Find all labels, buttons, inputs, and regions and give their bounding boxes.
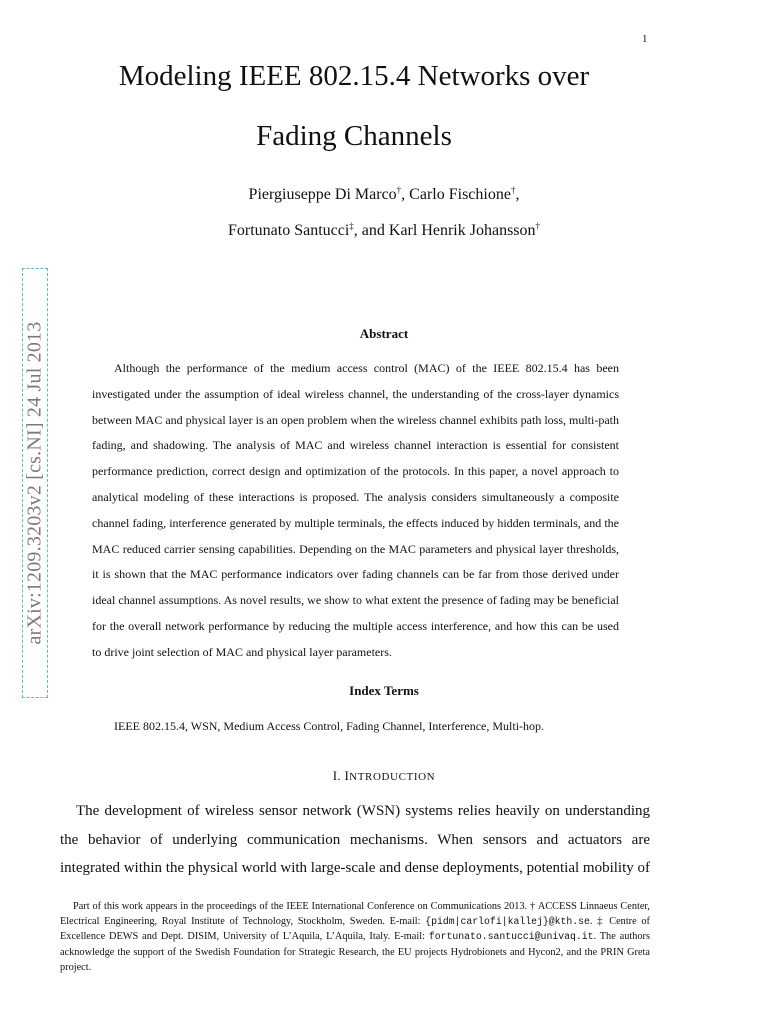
footnote-email: fortunato.santucci@univaq.it: [428, 931, 594, 943]
paper-title-line-1: Modeling IEEE 802.15.4 Networks over: [118, 60, 590, 92]
footnote-email: {pidm|carlofi|kallej}@kth.se: [425, 916, 590, 928]
abstract-body: Although the performance of the medium access control (MAC) of the IEEE 802.15.4 has been investigated under the assumption of ideal wireless channel, the understanding of the cross-layer dynamics between MAC and physical layer is an open problem when the wireless channel exhibits path loss, multi-path fading, and shadowing. The analysis of MAC and wireless channel interaction is essential for consistent performance prediction, correct design and optimization of the protocols. In this paper, a novel approach to analytical modeling of these interactions is proposed. The analysis considers simultaneously a composite channel fading, interference generated by multiple terminals, the effects induced by hidden terminals, and the MAC reduced carrier sensing capabilities. Depending on the MAC parameters and physical layer thresholds, it is shown that the MAC performance indicators over fading channels can be far from those derived under ideal channel assumptions. As novel results, we show to what extent the presence of fading may be beneficial for the overall network performance by reducing the multiple access interference, and how this can be used to drive joint selection of MAC and physical layer parameters.: [92, 361, 619, 659]
author-name: Carlo Fischione: [409, 186, 511, 203]
section-title-rest: NTRODUCTION: [349, 771, 436, 783]
author-name: Karl Henrik Johansson: [388, 222, 536, 239]
footnote-text: . The authors acknowledge the support of the Swedish Foundation for Strategic Research, the EU projects Hydrobionets and Hycon2, and the PRIN Greta project.: [60, 931, 650, 973]
footnote: [60, 899, 650, 975]
affiliation-mark: †: [535, 221, 541, 231]
index-terms-body: IEEE 802.15.4, WSN, Medium Access Control, Fading Channel, Interference, Multi-hop.: [114, 719, 545, 733]
page-number: 1: [642, 33, 648, 45]
affiliation-mark: ‡: [349, 221, 354, 231]
author-separator: ,: [515, 186, 520, 203]
section-heading: [60, 768, 708, 784]
author-separator: , and: [353, 222, 389, 239]
footnote-text: . ‡ Centre of Excellence DEWS and Dept. DISIM, University of L’Aquila, L’Aquila, Italy. E-mail:: [60, 916, 650, 943]
authors-line-1: [60, 185, 708, 204]
section-title-initial: I: [344, 768, 350, 783]
section-number: I.: [332, 768, 341, 783]
arxiv-stamp: [8, 268, 58, 698]
arxiv-stamp-text: arXiv:1209.3203v2 [cs.NI] 24 Jul 2013: [23, 321, 46, 645]
section-title: [345, 768, 436, 783]
affiliation-mark: †: [510, 185, 516, 195]
intro-paragraph: The development of wireless sensor network (WSN) systems relies heavily on understanding the behavior of underlying communication mechanisms. When sensors and actuators are integrated within the physical world with large-scale and dense deployments, potential mobility of: [60, 803, 650, 876]
paper-title-line-2: Fading Channels: [256, 120, 452, 152]
abstract-heading: Abstract: [359, 326, 409, 341]
affiliation-mark: †: [396, 185, 402, 195]
author-name: Piergiuseppe Di Marco: [248, 186, 397, 203]
author-name: Fortunato Santucci: [227, 222, 350, 239]
footnote-text: Part of this work appears in the proceedings of the IEEE International Conference on Communications 2013. † ACCESS Linnaeus Center, Electrical Engineering, Royal Institute of Technology, Stockholm, Sweden. E-mail:: [60, 901, 650, 928]
index-terms-heading: Index Terms: [349, 683, 419, 698]
author-separator: ,: [401, 186, 410, 203]
authors-line-2: [60, 221, 708, 240]
